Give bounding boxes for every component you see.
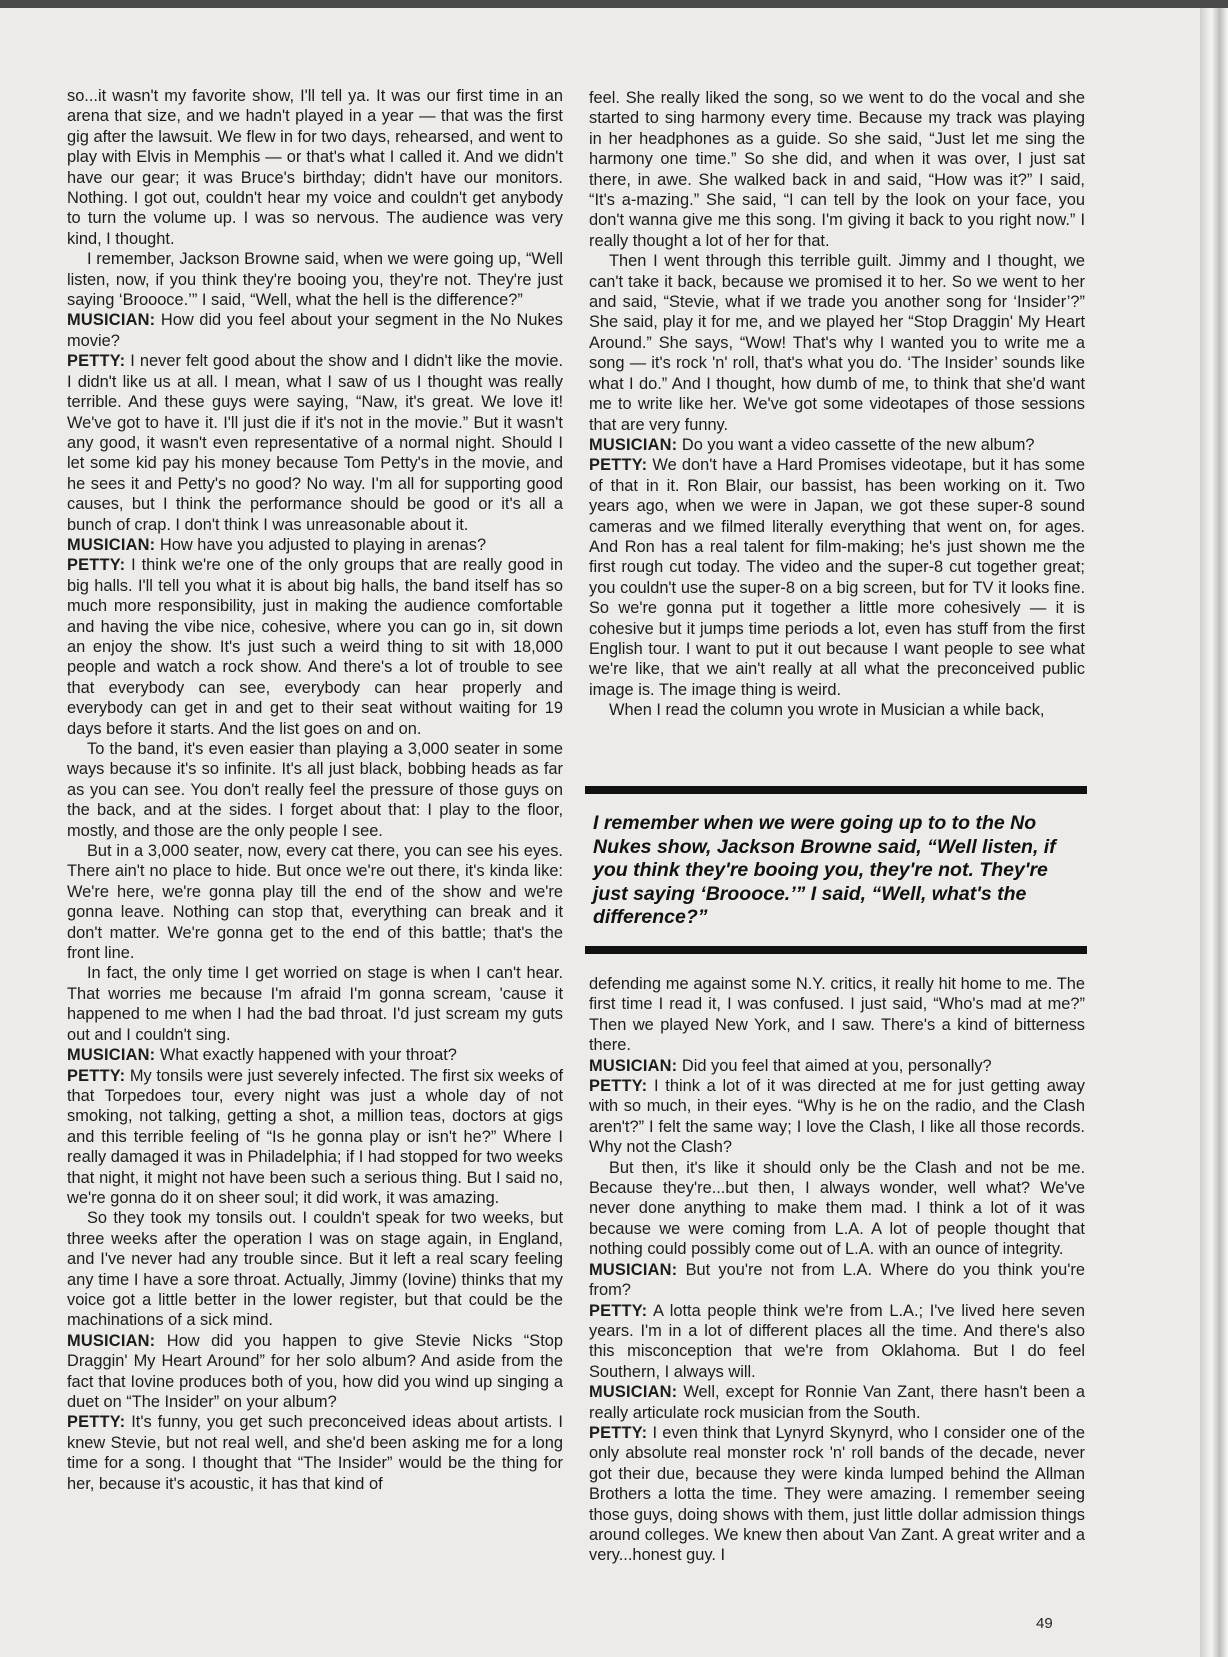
body-paragraph: Then I went through this terrible guilt. Jimmy and I thought, we can't take it back, because we promised it to her. So we went to her and said, “Stevie, what if we trade you another song for ‘Insider’?” She said, play it for me, and we played her “Stop Draggin' My Heart Around.” She says, “Wow! That's why I wanted you to write me a song — it's rock 'n' roll, that's what you do. ‘The Insider’ sounds like what I do.” And I thought, how dumb of me, to think that she'd want me to write like her. We've got some videotapes of those sessions that are very funny.: [589, 252, 1085, 434]
interview-exchange: [67, 555, 563, 739]
interview-exchange: [589, 1301, 1085, 1383]
page-spine-edge: [1200, 8, 1228, 1657]
pull-quote-top-rule: [585, 786, 1087, 794]
answer-text: It's funny, you get such preconceived ideas about artists. I knew Stevie, but not real well, and she'd been asking me for a long time for a song. I thought that “The Insider” would be the thing for her, because it's acoustic, it has that kind of: [67, 1413, 563, 1493]
interview-exchange: [67, 535, 563, 555]
interview-exchange: [589, 455, 1085, 700]
right-column-bottom: [589, 974, 1085, 1566]
answer-text: I think a lot of it was directed at me for just getting away with so much, in their eyes. “Why is he on the radio, and the Clash aren't?” I felt the same way; I love the Clash, I like all those records. Why not the Clash?: [589, 1077, 1085, 1157]
answer-text: I think we're one of the only groups that are really good in big halls. I'll tell you what it is about big halls, the band itself has so much more responsibility, just in making the audience comfortable and having the vibe nice, cohesive, where you can go in, sit down an enjoy the show. It's just such a weird thing to sit with 18,000 people and watch a rock show. And there's a lot of trouble to see that everybody can see, everybody can hear properly and everybody can get in and get to their seat without waiting for 19 days before it starts. And the list goes on and on.: [67, 556, 563, 738]
answer-text: How did you feel about your segment in the No Nukes movie?: [67, 311, 563, 350]
speaker-label: MUSICIAN:: [67, 311, 156, 330]
interview-exchange: [589, 1382, 1085, 1423]
answer-text: What exactly happened with your throat?: [155, 1046, 457, 1065]
interview-exchange: [67, 1066, 563, 1209]
speaker-label: PETTY:: [67, 556, 126, 575]
answer-text: A lotta people think we're from L.A.; I've lived here seven years. I'm in a lot of different places all the time. And there's also this misconception that we're from Oklahoma. But I do feel Southern, I always will.: [589, 1301, 1085, 1381]
body-paragraph: But then, it's like it should only be the Clash and not be me. Because they're...but then, I always wonder, well what? We've never done anything to make them mad. I think a lot of it was because we were coming from L.A. A lot of people thought that nothing could possibly come out of L.A. with an ounce of integrity.: [589, 1158, 1085, 1259]
interview-exchange: [67, 1045, 563, 1065]
interview-exchange: [589, 435, 1085, 455]
speaker-label: MUSICIAN:: [589, 435, 678, 454]
interview-exchange: [67, 310, 563, 351]
interview-exchange: [589, 1260, 1085, 1301]
speaker-label: PETTY:: [589, 1301, 648, 1320]
interview-exchange: [67, 1331, 563, 1413]
interview-exchange: [589, 1076, 1085, 1158]
pull-quote-bottom-rule: [585, 946, 1087, 954]
body-paragraph: So they took my tonsils out. I couldn't speak for two weeks, but three weeks after the operation I was on stage again, in England, and I've never had any trouble since. But it left a real scary feeling any time I have a sore throat. Actually, Jimmy (Iovine) thinks that my voice got a little better in the lower register, but that could be the machinations of a sick mind.: [67, 1209, 563, 1330]
speaker-label: PETTY:: [67, 1413, 126, 1432]
answer-text: Do you want a video cassette of the new album?: [677, 435, 1035, 454]
answer-text: My tonsils were just severely infected. The first six weeks of that Torpedoes tour, every night was just a whole day of not smoking, not talking, getting a shot, a million teas, doctors at gigs and this terrible feeling of “Is he gonna play or isn't he?” Where I really damaged it was in Philadelphia; if I had stopped for two weeks that night, it might not have been such a serious thing. But I said no, we're gonna do it on sheer soul; it did work, it was amazing.: [67, 1066, 563, 1207]
pull-quote-box: [585, 786, 1087, 954]
body-paragraph: so...it wasn't my favorite show, I'll tell ya. It was our first time in an arena that size, and we hadn't played in a year — that was the first gig after the lawsuit. We flew in for two days, rehearsed, and went to play with Elvis in Memphis — or that's what I called it. And we didn't have our gear; it was Bruce's birthday; didn't have our monitors. Nothing. I got out, couldn't hear my voice and couldn't get anybody to turn the volume up. I was so nervous. The audience was very kind, I thought.: [67, 87, 563, 248]
interview-exchange: [67, 1412, 563, 1494]
body-paragraph: When I read the column you wrote in Musician a while back,: [609, 701, 1045, 720]
answer-text: I never felt good about the show and I didn't like the movie. I didn't like us at all. I mean, what I saw of us I thought was really terrible. And these guys were saying, “Naw, it's great. We love it! We've got to have it. I'll just die if it's not in the movie.” But it wasn't any good, it wasn't even representative of a normal night. Should I let some kid pay his money because Tom Petty's in the movie, and he sees it and Petty's no good? No way. I'm all for supporting good causes, but I think the performance should be good or it's all a bunch of crap. I don't think I was unreasonable about it.: [67, 352, 563, 534]
speaker-label: MUSICIAN:: [589, 1056, 678, 1075]
right-column-top: [589, 88, 1085, 721]
answer-text: How did you happen to give Stevie Nicks “Stop Draggin' My Heart Around” for her solo album? And aside from the fact that Iovine produces both of you, how did you wind up singing a duet on “The Insider” on your album?: [67, 1331, 563, 1411]
speaker-label: MUSICIAN:: [67, 1331, 156, 1350]
body-paragraph: To the band, it's even easier than playing a 3,000 seater in some ways because it's so infinite. It's all just black, bobbing heads as far as you can see. You don't really feel the pressure of those guys on the back, and at the sides. I forget about that: I play to the floor, mostly, and those are the only people I see.: [67, 740, 563, 840]
speaker-label: MUSICIAN:: [67, 1046, 156, 1065]
answer-text: Did you feel that aimed at you, personally?: [677, 1056, 992, 1075]
body-paragraph: defending me against some N.Y. critics, it really hit home to me. The first time I read it, I was confused. I just said, “Who's mad at me?” Then we played New York, and I saw. There's a kind of bitterness there.: [589, 975, 1085, 1055]
body-paragraph: In fact, the only time I get worried on stage is when I can't hear. That worries me because I'm afraid I'm gonna scream, 'cause it happened to me when I had the bad throat. I'd just scream my guts out and I couldn't sing.: [67, 964, 563, 1044]
page-number: 49: [1036, 1615, 1053, 1632]
interview-exchange: [589, 1056, 1085, 1076]
answer-text: Well, except for Ronnie Van Zant, there hasn't been a really articulate rock musician from the South.: [589, 1383, 1085, 1422]
interview-exchange: [589, 1423, 1085, 1566]
speaker-label: MUSICIAN:: [67, 535, 156, 554]
speaker-label: PETTY:: [67, 352, 126, 371]
magazine-page: [0, 8, 1200, 1657]
answer-text: But you're not from L.A. Where do you think you're from?: [589, 1260, 1085, 1300]
answer-text: We don't have a Hard Promises videotape, but it has some of that in it. Ron Blair, our bassist, has been working on it. Two years ago, when we were in Japan, we got these super-8 sound cameras and we filmed literally everything that went on, for ages. And Ron has a real talent for film-making; he's just shown me the first rough cut today. The video and the super-8 cut together great; you couldn't use the super-8 on a big screen, but for TV it looks fine. So we're gonna put it together a little more cohesively — it is cohesive but it jumps time periods a lot, even has stuff from the first English tour. I want to put it out because I want people to see what we're like, that we ain't really at all what the preconceived public image is. The image thing is weird.: [589, 456, 1085, 699]
answer-text: How have you adjusted to playing in arenas?: [155, 535, 487, 554]
body-paragraph: I remember, Jackson Browne said, when we were going up, “Well listen, now, if you think they're booing you, they're not. They're just saying ‘Broooce.’” I said, “Well, what the hell is the difference?”: [67, 250, 563, 310]
speaker-label: PETTY:: [67, 1066, 126, 1085]
speaker-label: PETTY:: [589, 1077, 648, 1096]
pull-quote: I remember when we were going up to to the No Nukes show, Jackson Browne said, “Well listen, if you think they're booing you, they're not. They're just saying ‘Broooce.’” I said, “Well, what's the difference?”: [593, 812, 1056, 928]
left-column: [67, 86, 563, 1494]
answer-text: I even think that Lynyrd Skynyrd, who I consider one of the only absolute real monster rock 'n' roll bands of the decade, never got their due, because they were kinda lumped behind the Allman Brothers a lotta the time. They were amazing. I remember seeing those guys, doing shows with them, just little dollar admission things around colleges. We knew then about Van Zant. A great writer and a very...honest guy. I: [589, 1423, 1085, 1565]
speaker-label: MUSICIAN:: [589, 1383, 678, 1402]
speaker-label: MUSICIAN:: [589, 1260, 678, 1279]
speaker-label: PETTY:: [589, 456, 648, 475]
interview-exchange: [67, 351, 563, 535]
body-paragraph: feel. She really liked the song, so we went to do the vocal and she started to sing harmony every time. Because my track was playing in her headphones as a guide. So she said, “Just let me sing the harmony one time.” So she did, and when it was over, I just sat there, in awe. She walked back in and said, “How was it?” I said, “It's a-mazing.” She said, “I can tell by the look on your face, you don't wanna give me this song. I'm giving it back to you right now.” I really thought a lot of her for that.: [589, 89, 1085, 250]
top-edge: [0, 0, 1228, 8]
speaker-label: PETTY:: [589, 1423, 648, 1442]
body-paragraph: But in a 3,000 seater, now, every cat there, you can see his eyes. There ain't no place to hide. But once we're out there, it's kinda like: We're here, we're gonna play till the end of the show and we're gonna leave. Nothing can stop that, everything can break and it don't matter. We're gonna get to the end of this battle; that's the front line.: [67, 842, 563, 963]
